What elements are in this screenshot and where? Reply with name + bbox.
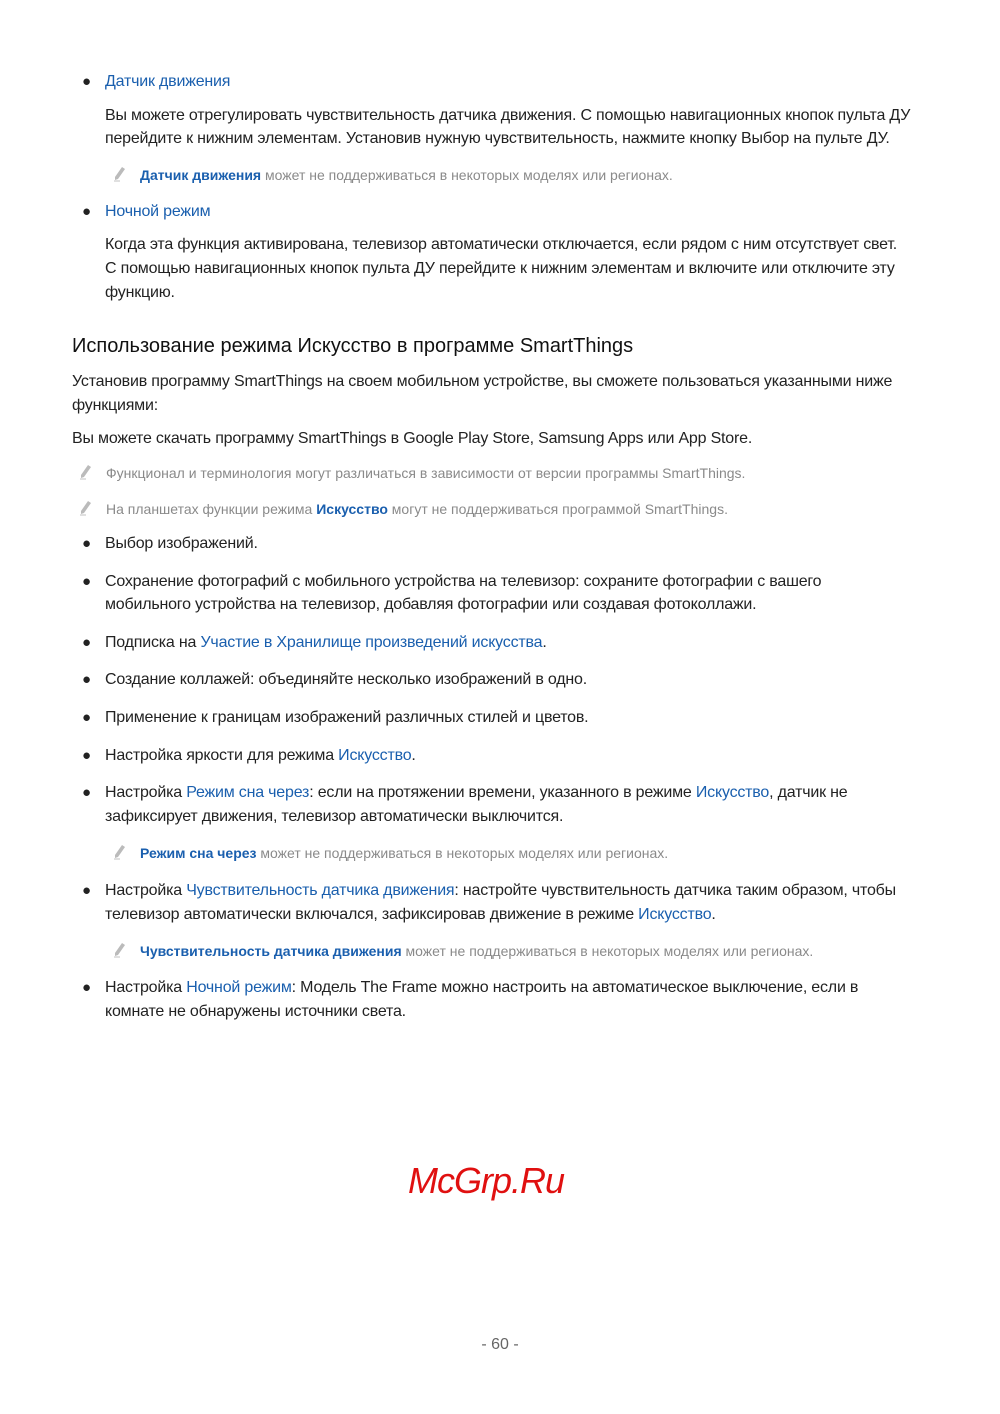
pencil-note-icon: [79, 500, 93, 516]
bullet-icon: ●: [82, 979, 91, 997]
pencil-note-icon: [79, 464, 93, 480]
note: [140, 165, 930, 185]
bullet-night-mode: [82, 200, 935, 224]
note: [140, 941, 930, 961]
bullet-icon: ●: [82, 671, 91, 689]
note-text: может не поддерживаться в некоторых моделях или регионах.: [256, 845, 669, 862]
link-motion-sensor[interactable]: Датчик движения: [105, 73, 231, 90]
bullet-icon: ●: [82, 882, 91, 900]
bullet-icon: ●: [82, 202, 91, 220]
pencil-note-icon: [113, 844, 127, 860]
bullet-text: : Модель The Frame можно настроить на автоматическое выключение, если в комнате не обнаружены источники света.: [105, 979, 859, 1021]
bullet-text: Выбор изображений.: [105, 534, 258, 552]
note: [106, 463, 926, 483]
bullet-icon: ●: [82, 708, 91, 726]
bullet-motion-sensor: [82, 70, 935, 94]
bullet-text: Сохранение фотографий с мобильного устройства на телевизор: сохраните фотографии с вашего мобильного устройства на телевизор, добавляя фотографии или создавая фотоколлажи.: [105, 572, 822, 614]
bullet-item: [82, 532, 935, 556]
bullet-icon: ●: [82, 534, 91, 552]
bullet-item: [82, 781, 905, 828]
bullet-text: Настройка: [105, 784, 187, 802]
link-art-mode[interactable]: Искусство: [695, 784, 770, 802]
paragraph-intro: Установив программу SmartThings на своем мобильном устройстве, вы сможете пользоваться указанными ниже функциями:: [72, 373, 893, 414]
bullet-item: [82, 879, 905, 926]
bullet-item: [82, 976, 905, 1023]
bullet-icon: ●: [82, 572, 91, 590]
note-link[interactable]: Режим сна через: [140, 845, 257, 862]
note: [140, 843, 930, 863]
bullet-item: [82, 570, 895, 617]
bullet-text: : настройте чувствительность датчика таким образом, чтобы телевизор автоматически включался, зафиксировав движение в режиме: [105, 882, 896, 923]
link-art-mode[interactable]: Искусство: [638, 905, 712, 923]
bullet-item: [82, 706, 935, 730]
link-night-mode[interactable]: Ночной режим: [186, 979, 292, 997]
bullet-icon: ●: [82, 633, 91, 651]
page-number: - 60 -: [481, 1336, 519, 1353]
watermark: McGrp.Ru: [408, 1160, 565, 1201]
pencil-note-icon: [113, 942, 127, 958]
bullet-text: .: [711, 905, 716, 923]
paragraph: Когда эта функция активирована, телевизор автоматически отключается, если рядом с ним отсутствует свет. С помощью навигационных кнопок пульта ДУ перейдите к нижним элементам и включите или отключите эту функцию.: [105, 236, 897, 301]
section-title: Использование режима Искусство в программе SmartThings: [72, 335, 634, 358]
link-motion-sensitivity[interactable]: Чувствительность датчика движения: [186, 882, 455, 900]
paragraph-download: Вы можете скачать программу SmartThings в Google Play Store, Samsung Apps или App Store.: [72, 430, 753, 448]
bullet-text: Настройка яркости для режима: [105, 746, 339, 764]
note-text: Функционал и терминология могут различаться в зависимости от версии программы SmartThings.: [106, 464, 746, 481]
note-link[interactable]: Датчик движения: [140, 166, 262, 183]
note-link[interactable]: Искусство: [316, 500, 388, 517]
bullet-icon: ●: [82, 73, 91, 90]
link-art-store[interactable]: Участие в Хранилище произведений искусства: [200, 633, 543, 651]
bullet-text: .: [411, 746, 416, 764]
bullet-text: Применение к границам изображений различных стилей и цветов.: [105, 708, 589, 726]
note-link[interactable]: Чувствительность датчика движения: [140, 943, 402, 960]
bullet-item: [82, 631, 935, 655]
bullet-icon: ●: [82, 784, 91, 802]
page-content: [0, 70, 1000, 1024]
bullet-icon: ●: [82, 746, 91, 764]
link-night-mode[interactable]: Ночной режим: [105, 202, 211, 220]
bullet-text: Создание коллажей: объединяйте несколько изображений в одно.: [105, 671, 587, 689]
bullet-item: [82, 668, 935, 692]
note-text: могут не поддерживаться программой SmartThings.: [387, 500, 728, 517]
link-sleep-after[interactable]: Режим сна через: [186, 784, 310, 802]
note-text: На планшетах функции режима: [106, 500, 317, 517]
bullet-text: : если на протяжении времени, указанного в режиме: [309, 784, 696, 802]
note-text: может не поддерживаться в некоторых моделях или регионах.: [401, 943, 814, 960]
pencil-note-icon: [113, 166, 127, 182]
bullet-text: Настройка: [105, 882, 187, 900]
bullet-text: , датчик не зафиксирует движения, телевизор автоматически выключится.: [105, 784, 848, 825]
note-text: может не поддерживаться в некоторых моделях или регионах.: [261, 166, 673, 183]
paragraph: Вы можете отрегулировать чувствительность датчика движения. С помощью навигационных кнопок пульта ДУ перейдите к нижним элементам. Установив нужную чувствительность, нажмите кнопку Выбор на пульте ДУ.: [105, 106, 911, 148]
bullet-text: .: [542, 633, 547, 651]
bullet-item: [82, 744, 935, 768]
bullet-text: Подписка на: [105, 633, 201, 651]
note: [106, 499, 926, 519]
link-art-mode[interactable]: Искусство: [338, 746, 412, 764]
bullet-text: Настройка: [105, 979, 187, 997]
